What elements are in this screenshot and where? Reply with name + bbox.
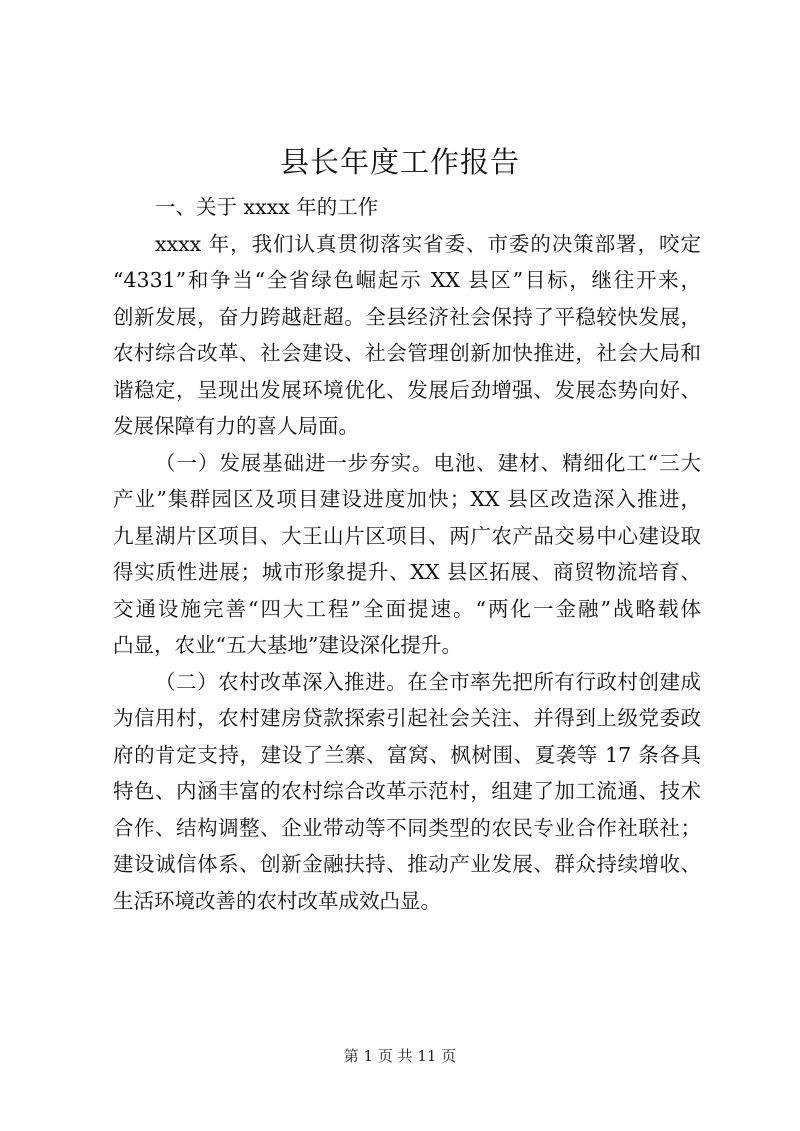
paragraph-line: 建设诚信体系、创新金融扶持、推动产业发展、群众持续增收、	[113, 852, 701, 876]
paragraph-line: “4331”和争当“全省绿色崛起示 XX 县区”目标，继往开来，	[113, 268, 701, 292]
paragraph-line: xxxx 年，我们认真贯彻落实省委、市委的决策部署，咬定	[155, 231, 701, 256]
paragraph-line: （一）发展基础进一步夯实。电池、建材、精细化工“三大	[155, 450, 701, 475]
paragraph-line: 特色、内涵丰富的农村综合改革示范村，组建了加工流通、技术	[113, 779, 701, 803]
page-number-footer: 第 1 页 共 11 页	[343, 1047, 457, 1065]
paragraph-line: 生活环境改善的农村改革成效凸显。	[113, 888, 441, 913]
paragraph-line: 交通设施完善“四大工程”全面提速。“两化一金融”战略载体	[113, 596, 701, 621]
paragraph-line: （二）农村改革深入推进。在全市率先把所有行政村创建成	[155, 669, 701, 694]
paragraph-line: 发展保障有力的喜人局面。	[113, 414, 359, 438]
paragraph-line: 合作、结构调整、企业带动等不同类型的农民专业合作社联社；	[113, 815, 701, 840]
paragraph-line: 府的肯定支持，建设了兰寨、富窝、枫树围、夏袭等 17 条各具	[113, 742, 701, 767]
paragraph-line: 创新发展，奋力跨越赶超。全县经济社会保持了平稳较快发展，	[113, 304, 701, 329]
paragraph-line: 得实质性进展；城市形象提升、XX 县区拓展、商贸物流培育、	[113, 560, 701, 584]
document-title: 县长年度工作报告	[279, 145, 520, 179]
paragraph-line: 农村综合改革、社会建设、社会管理创新加快推进，社会大局和	[113, 341, 701, 365]
section-heading: 一、关于 xxxx 年的工作	[155, 195, 379, 219]
paragraph-line: 九星湖片区项目、大王山片区项目、两广农产品交易中心建设取	[113, 523, 701, 548]
document-body	[113, 189, 701, 919]
paragraph-line: 谐稳定，呈现出发展环境优化、发展后劲增强、发展态势向好、	[113, 377, 701, 402]
paragraph-line: 凸显，农业“五大基地”建设深化提升。	[113, 633, 462, 657]
paragraph-line: 为信用村，农村建房贷款探索引起社会关注、并得到上级党委政	[113, 706, 701, 730]
paragraph-line: 产业”集群园区及项目建设进度加快；XX 县区改造深入推进，	[113, 487, 701, 511]
